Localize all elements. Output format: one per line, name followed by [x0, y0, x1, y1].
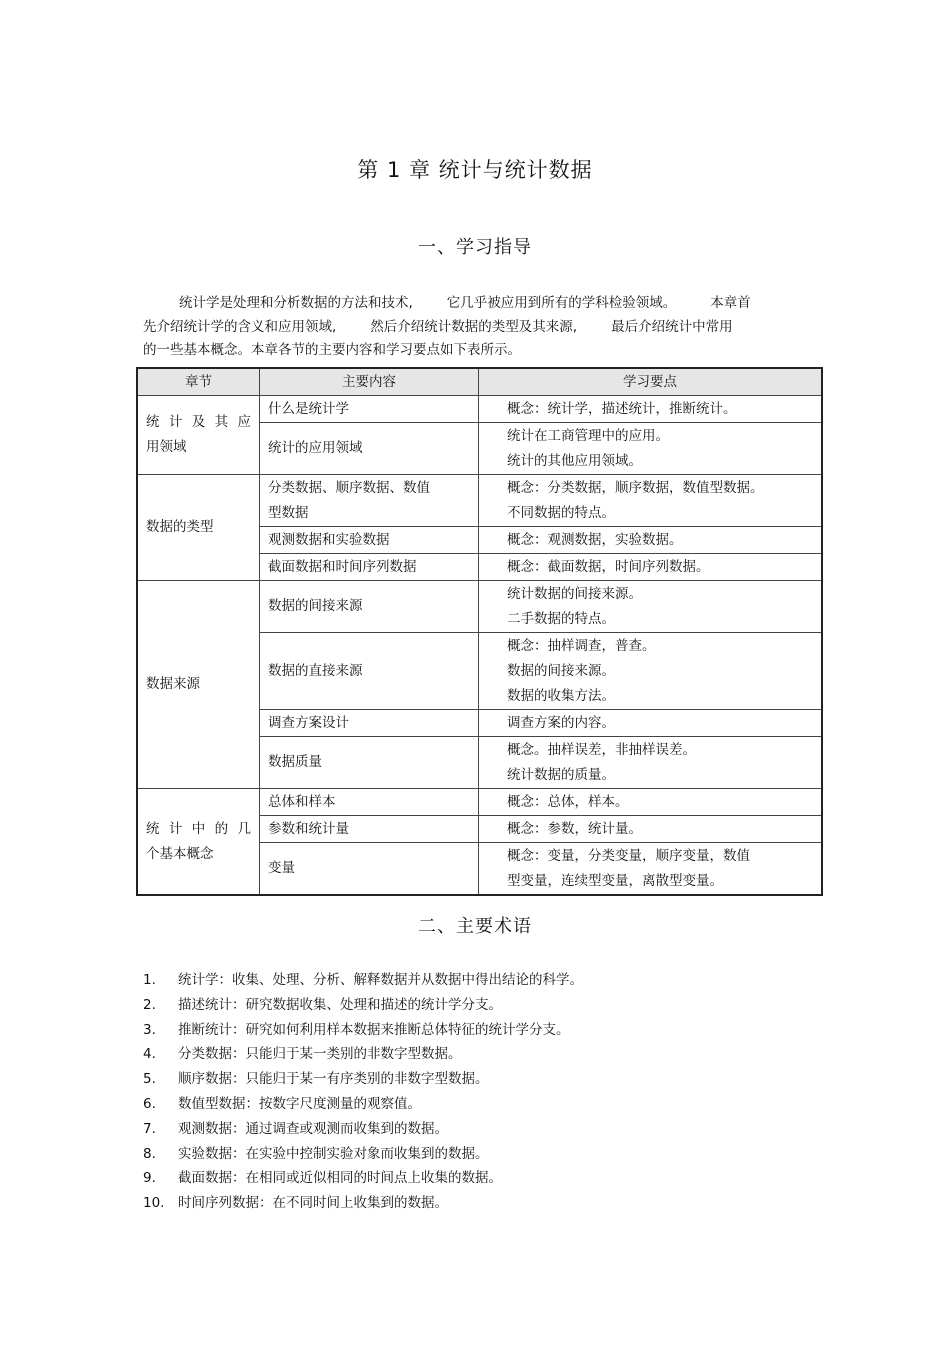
- term-text: 数值型数据：按数字尺度测量的观察值。: [178, 1095, 421, 1112]
- term-number: 6.: [143, 1095, 156, 1112]
- points-text: 概念：截面数据，时间序列数据。: [507, 558, 710, 575]
- points-text: 概念：分类数据，顺序数据，数值型数据。: [507, 479, 764, 496]
- term-number: 5.: [143, 1071, 156, 1088]
- points-cell: [479, 423, 823, 475]
- points-text: 概念：统计学，描述统计，推断统计。: [507, 400, 737, 417]
- term-text: 观测数据：通过调查或观测而收集到的数据。: [178, 1120, 448, 1137]
- content-text: 变量: [268, 860, 295, 876]
- term-text: 实验数据：在实验中控制实验对象而收集到的数据。: [178, 1145, 489, 1162]
- intro-text: 最后介绍统计中常用: [611, 318, 733, 335]
- term-item: [143, 1042, 823, 1067]
- chapter-text: 个基本概念: [146, 845, 214, 862]
- content-cell: [260, 633, 479, 710]
- term-item: [143, 968, 823, 993]
- points-text: 型变量，连续型变量，离散型变量。: [507, 872, 723, 889]
- intro-line: [143, 339, 808, 363]
- intro-text: 的一些基本概念。本章各节的主要内容和学习要点如下表所示。: [143, 342, 521, 358]
- points-text: 数据的间接来源。: [507, 662, 615, 679]
- content-text: 调查方案设计: [268, 714, 349, 731]
- term-item: [143, 993, 823, 1018]
- table-row: [137, 475, 822, 527]
- term-item: [143, 1018, 823, 1043]
- content-cell: [260, 737, 479, 789]
- term-text: 截面数据：在相同或近似相同的时间点上收集的数据。: [178, 1170, 502, 1187]
- header-points: 学习要点: [479, 368, 823, 396]
- term-text: 顺序数据：只能归于某一有序类别的非数字型数据。: [178, 1071, 489, 1088]
- chapter-text: 统 计 及 其 应: [146, 414, 251, 430]
- intro-line: [143, 292, 808, 316]
- intro-line: [143, 316, 808, 340]
- term-number: 2.: [143, 996, 156, 1013]
- term-item: [143, 1117, 823, 1142]
- section-title-study-guide: 一、学习指导: [418, 237, 532, 258]
- points-cell: [479, 581, 823, 633]
- intro-text: 统计学是处理和分析数据的方法和技术,: [179, 295, 413, 311]
- content-text: 截面数据和时间序列数据: [268, 558, 417, 575]
- table-header-row: [137, 368, 822, 396]
- points-text: 概念：总体，样本。: [507, 793, 629, 810]
- chapter-cell: [137, 475, 260, 581]
- content-cell: [260, 396, 479, 423]
- term-item: [143, 1191, 823, 1216]
- term-number: 4.: [143, 1046, 156, 1063]
- term-text: 时间序列数据：在不同时间上收集到的数据。: [178, 1195, 448, 1212]
- points-text: 二手数据的特点。: [507, 610, 615, 627]
- chapter-text: 统 计 中 的 几: [146, 820, 251, 837]
- term-text: 分类数据：只能归于某一类别的非数字型数据。: [178, 1046, 462, 1063]
- header-chapter: 章节: [137, 368, 260, 396]
- term-number: 9.: [143, 1170, 156, 1187]
- chapter-text: 数据的类型: [146, 519, 214, 535]
- table-row: [137, 581, 822, 633]
- term-number: 1.: [143, 972, 156, 988]
- content-text: 什么是统计学: [268, 400, 349, 417]
- header-content: 主要内容: [260, 368, 479, 396]
- table-row: [137, 396, 822, 423]
- section-title-key-terms: 二、主要术语: [418, 916, 532, 937]
- points-text: 概念：参数，统计量。: [507, 820, 642, 837]
- intro-text: 先介绍统计学的含义和应用领域,: [143, 318, 337, 335]
- term-number: 3.: [143, 1021, 156, 1038]
- content-text: 总体和样本: [268, 793, 336, 810]
- points-text: 数据的收集方法。: [507, 687, 615, 704]
- content-text: 统计的应用领域: [268, 440, 363, 456]
- content-text: 型数据: [268, 504, 309, 521]
- content-cell: [260, 475, 479, 527]
- points-cell: [479, 527, 823, 554]
- chapter-title: 第 1 章 统计与统计数据: [357, 158, 593, 182]
- table-row: [137, 789, 822, 816]
- points-text: 不同数据的特点。: [507, 504, 615, 521]
- chapter-text: 数据来源: [146, 676, 200, 692]
- points-cell: [479, 396, 823, 423]
- term-item: [143, 1142, 823, 1167]
- content-cell: [260, 843, 479, 896]
- points-cell: [479, 843, 823, 896]
- content-cell: [260, 554, 479, 581]
- term-item: [143, 1166, 823, 1191]
- intro-text: 然后介绍统计数据的类型及其来源,: [370, 318, 578, 335]
- points-cell: [479, 475, 823, 527]
- content-cell: [260, 710, 479, 737]
- points-cell: [479, 554, 823, 581]
- content-cell: [260, 581, 479, 633]
- content-text: 分类数据、顺序数据、数值: [268, 479, 430, 496]
- term-item: [143, 1092, 823, 1117]
- term-text: 统计学：收集、处理、分析、解释数据并从数据中得出结论的科学。: [178, 972, 583, 988]
- content-cell: [260, 789, 479, 816]
- points-text: 概念：抽样调查，普查。: [507, 637, 656, 654]
- term-number: 8.: [143, 1145, 156, 1162]
- points-text: 统计在工商管理中的应用。: [507, 427, 669, 444]
- content-cell: [260, 423, 479, 475]
- points-cell: [479, 633, 823, 710]
- content-text: 数据的直接来源: [268, 662, 363, 679]
- term-number: 10.: [143, 1195, 165, 1212]
- content-text: 参数和统计量: [268, 820, 349, 837]
- intro-text: 它几乎被应用到所有的学科检验领域。: [446, 295, 677, 311]
- points-cell: [479, 816, 823, 843]
- points-cell: [479, 789, 823, 816]
- term-number: 7.: [143, 1120, 156, 1137]
- points-text: 调查方案的内容。: [507, 714, 615, 731]
- points-cell: [479, 737, 823, 789]
- intro-text: 本章首: [710, 295, 751, 311]
- study-guide-table: [136, 367, 823, 896]
- content-text: 数据的间接来源: [268, 598, 363, 614]
- points-cell: [479, 710, 823, 737]
- points-text: 概念：变量，分类变量，顺序变量，数值: [507, 847, 750, 864]
- term-text: 推断统计：研究如何利用样本数据来推断总体特征的统计学分支。: [178, 1021, 570, 1038]
- intro-paragraph: [143, 292, 808, 363]
- chapter-cell: [137, 789, 260, 896]
- content-cell: [260, 527, 479, 554]
- key-terms-list: [143, 968, 823, 1216]
- points-text: 统计数据的质量。: [507, 766, 615, 783]
- term-text: 描述统计：研究数据收集、处理和描述的统计学分支。: [178, 996, 502, 1013]
- term-item: [143, 1067, 823, 1092]
- points-text: 统计的其他应用领域。: [507, 452, 642, 469]
- content-text: 观测数据和实验数据: [268, 531, 390, 548]
- points-text: 统计数据的间接来源。: [507, 585, 642, 602]
- chapter-cell: [137, 396, 260, 475]
- points-text: 概念。抽样误差，非抽样误差。: [507, 741, 696, 758]
- chapter-cell: [137, 581, 260, 789]
- chapter-text: 用领域: [146, 439, 187, 455]
- content-cell: [260, 816, 479, 843]
- content-text: 数据质量: [268, 754, 322, 770]
- points-text: 概念：观测数据，实验数据。: [507, 531, 683, 548]
